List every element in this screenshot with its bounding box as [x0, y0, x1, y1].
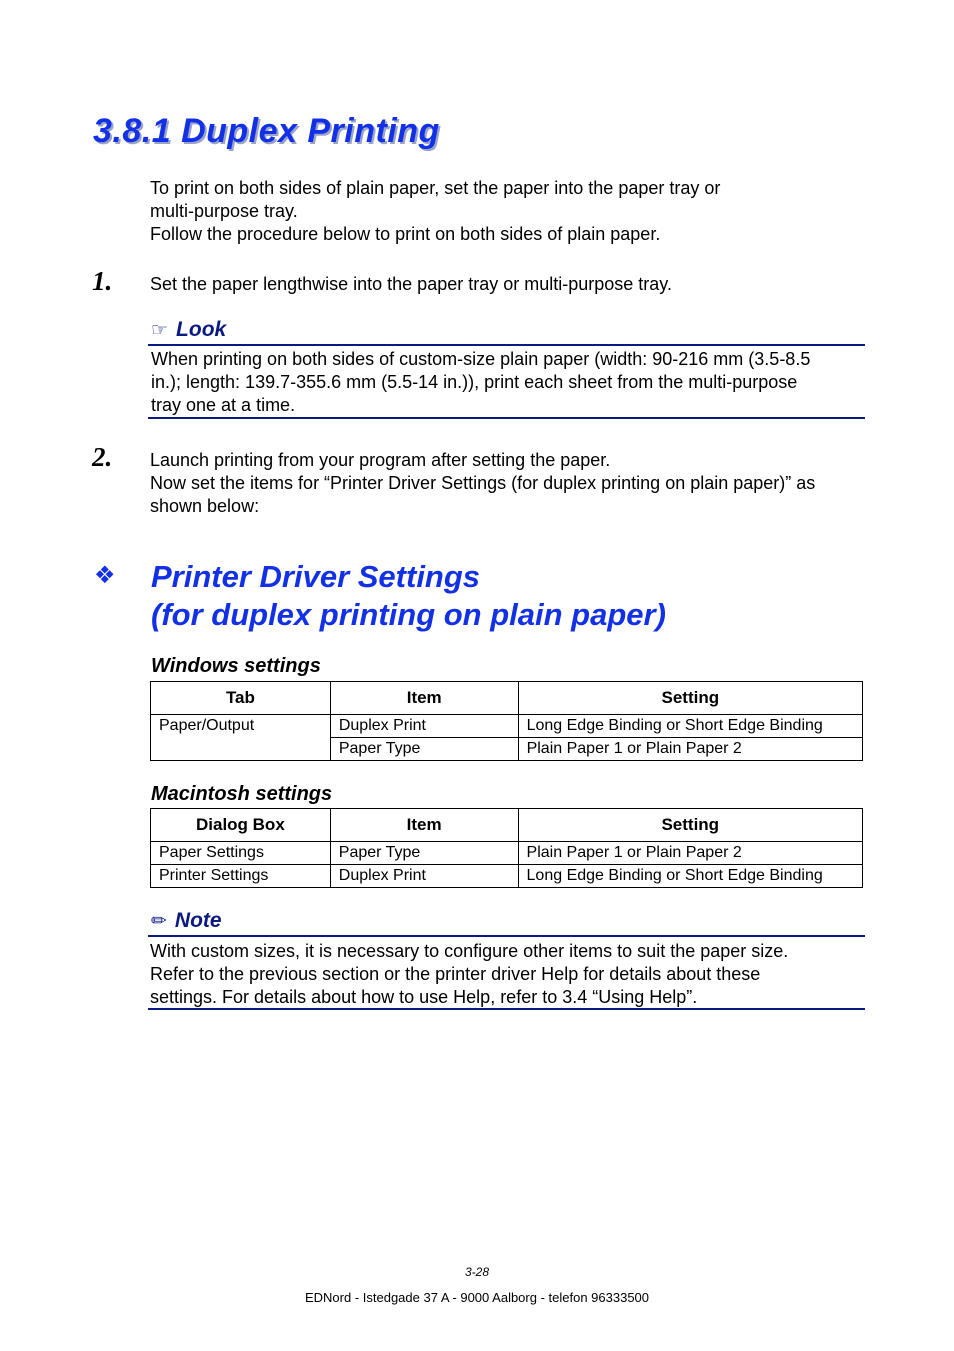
table-row: [151, 715, 863, 738]
column-header: Setting: [518, 809, 862, 842]
table-cell: Paper Type: [330, 738, 518, 761]
look-bottom-rule: [148, 417, 865, 419]
four-diamond-icon: ❖: [94, 562, 116, 589]
table-cell: Plain Paper 1 or Plain Paper 2: [518, 842, 862, 865]
note-line: Refer to the previous section or the printer driver Help for details about these: [150, 964, 761, 984]
note-line: settings. For details about how to use Help, refer to 3.4 “Using Help”.: [150, 987, 698, 1007]
column-header: Item: [330, 682, 518, 715]
step-line: shown below:: [150, 496, 260, 516]
note-label: Note: [174, 909, 222, 932]
table-cell: Paper Type: [330, 842, 518, 865]
step-number: 2.: [92, 442, 113, 472]
note-bottom-rule: [148, 1008, 865, 1010]
table-cell: Long Edge Binding or Short Edge Binding: [518, 715, 862, 738]
section-title: [151, 558, 666, 634]
column-header: Item: [330, 809, 518, 842]
table-row: [151, 865, 863, 888]
table-header-row: [151, 682, 863, 715]
note-callout-title: [151, 909, 222, 933]
table-cell: Printer Settings: [151, 865, 331, 888]
windows-settings-title: Windows settings: [151, 655, 321, 677]
step-line: Now set the items for “Printer Driver Settings (for duplex printing on plain paper)” as: [150, 473, 816, 493]
look-line: When printing on both sides of custom-size plain paper (width: 90-216 mm (3.5-8.5: [151, 349, 811, 369]
note-top-rule: [148, 935, 865, 937]
table-cell: Paper/Output: [151, 715, 331, 761]
look-line: tray one at a time.: [151, 395, 296, 415]
table-cell: Duplex Print: [330, 865, 518, 888]
step-text: [150, 449, 865, 518]
intro-line: multi-purpose tray.: [150, 201, 298, 221]
note-text: [150, 940, 862, 1009]
macintosh-settings-table: [150, 808, 863, 888]
page-title: 3.8.1 Duplex Printing: [93, 112, 440, 150]
look-callout-title: [151, 318, 226, 342]
look-text: [151, 348, 863, 417]
table-cell: Paper Settings: [151, 842, 331, 865]
pointing-hand-icon: ☞: [151, 320, 169, 341]
intro-line: Follow the procedure below to print on both sides of plain paper.: [150, 224, 661, 244]
table-cell: Long Edge Binding or Short Edge Binding: [518, 865, 862, 888]
intro-paragraph: [150, 177, 850, 246]
page-number: 3-28: [465, 1265, 490, 1279]
section-title-line: Printer Driver Settings: [151, 559, 481, 594]
look-label: Look: [176, 318, 227, 341]
column-header: Dialog Box: [151, 809, 331, 842]
table-cell: Duplex Print: [330, 715, 518, 738]
look-line: in.); length: 139.7-355.6 mm (5.5-14 in.)), print each sheet from the multi-purpose: [151, 372, 798, 392]
pencil-icon: ✏: [151, 911, 167, 932]
note-line: With custom sizes, it is necessary to configure other items to suit the paper size.: [150, 941, 789, 961]
intro-line: To print on both sides of plain paper, set the paper into the paper tray or: [150, 178, 721, 198]
look-top-rule: [148, 344, 865, 346]
table-cell: Plain Paper 1 or Plain Paper 2: [518, 738, 862, 761]
table-header-row: [151, 809, 863, 842]
footer-address: EDNord - Istedgade 37 A - 9000 Aalborg - telefon 96333500: [304, 1290, 650, 1305]
section-title-line: (for duplex printing on plain paper): [151, 597, 666, 632]
step-number: 1.: [92, 266, 113, 296]
windows-settings-table: [150, 681, 863, 761]
column-header: Tab: [151, 682, 331, 715]
step-text: Set the paper lengthwise into the paper tray or multi-purpose tray.: [150, 274, 672, 294]
column-header: Setting: [518, 682, 862, 715]
step-line: Launch printing from your program after setting the paper.: [150, 450, 611, 470]
table-row: [151, 842, 863, 865]
macintosh-settings-title: Macintosh settings: [151, 783, 333, 805]
